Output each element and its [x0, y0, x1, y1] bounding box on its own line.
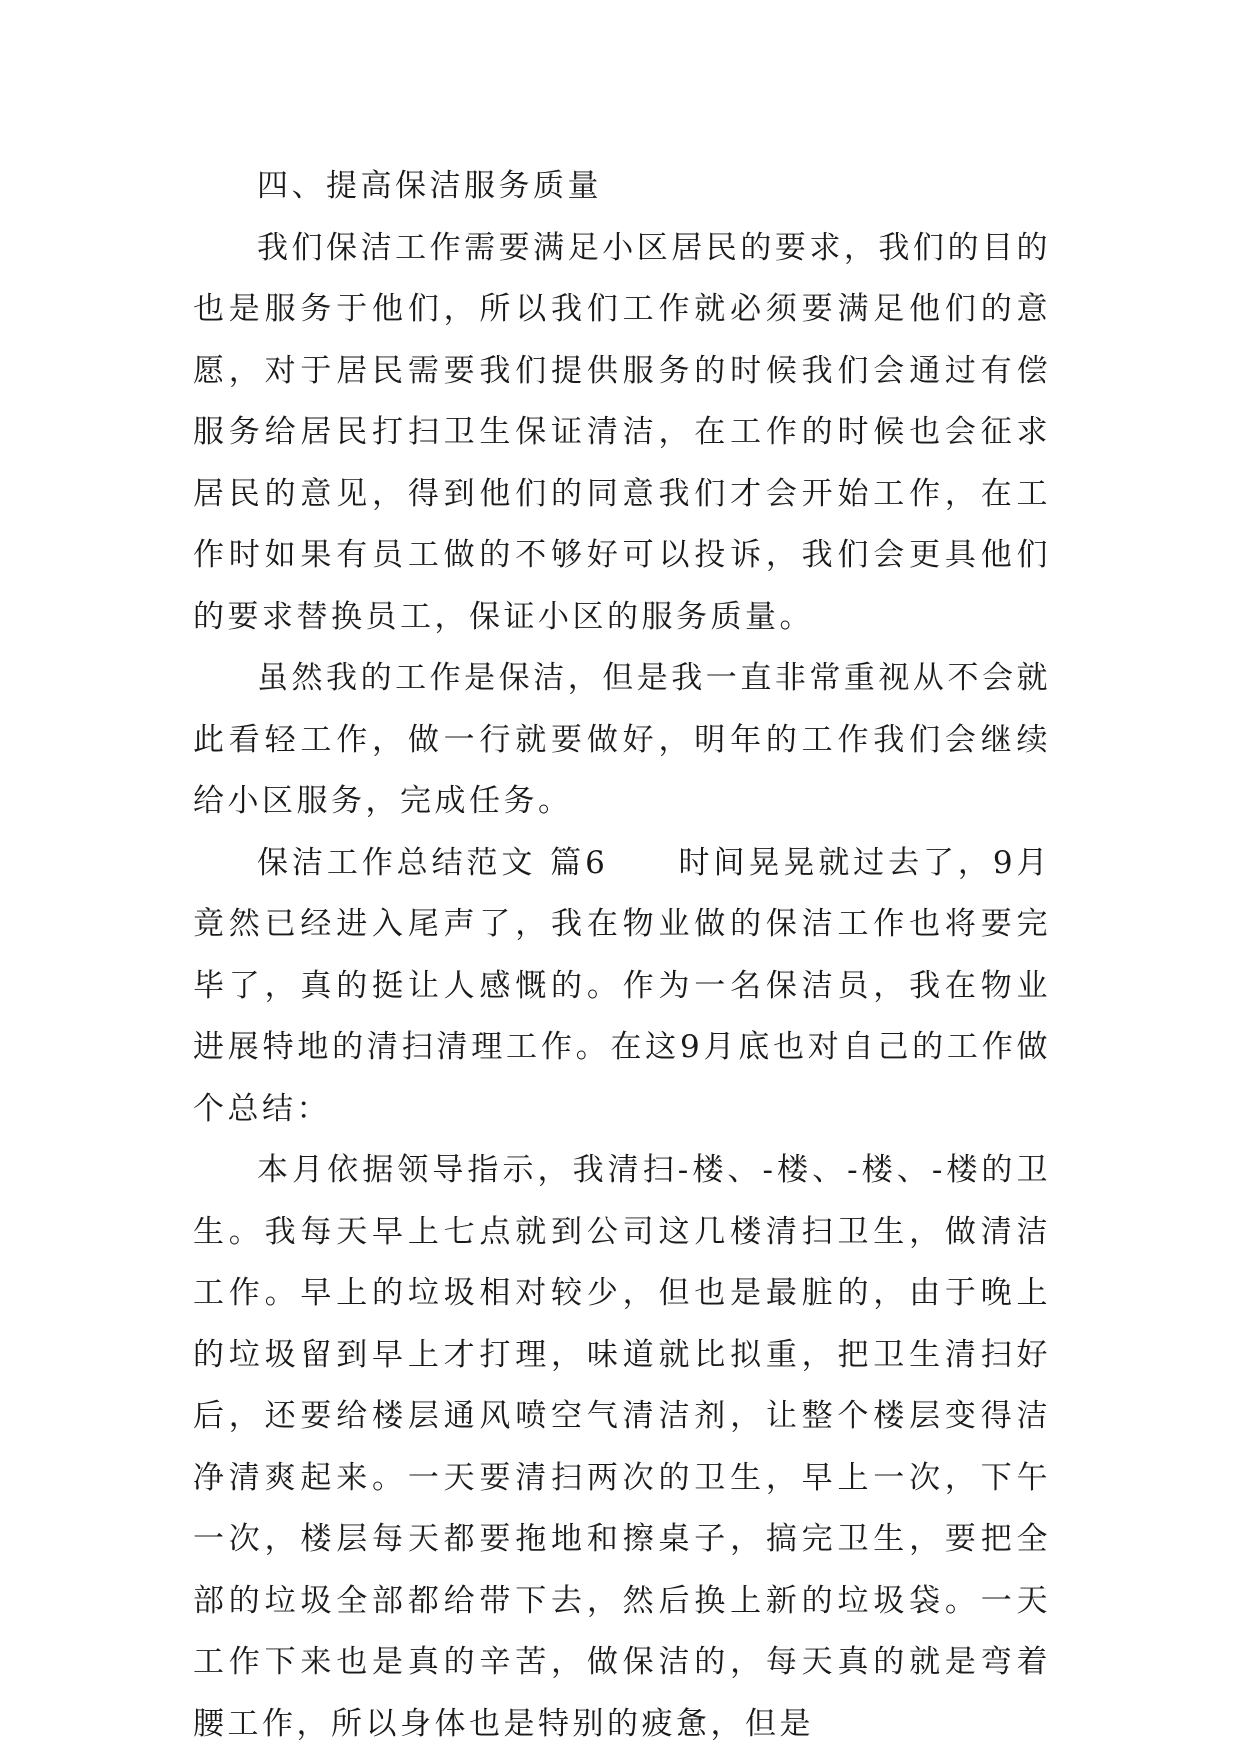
section-heading: 四、提高保洁服务质量	[257, 168, 602, 204]
paragraph-daily-work: 本月依据领导指示，我清扫-楼、-楼、-楼、-楼的卫生。我每天早上七点就到公司这几楼清扫卫生，做清洁工作。早上的垃圾相对较少，但也是最脏的，由于晚上的垃圾留到早上才打理，味道就比拟重，把卫生清扫好后，还要给楼层通风喷空气清洁剂，让整个楼层变得洁净清爽起来。一天要清扫两次的卫生，早上一次，下午一次，楼层每天都要拖地和擦桌子，搞完卫生，要把全部的垃圾全部都给带下去，然后换上新的垃圾袋。一天工作下来也是真的辛苦，做保洁的，每天真的就是弯着腰工作，所以身体也是特别的疲惫，但是	[193, 1152, 1051, 1742]
document-body	[193, 156, 1051, 1755]
paragraph-summary-intro: 保洁工作总结范文 篇6 时间晃晃就过去了，9月竟然已经进入尾声了，我在物业做的保洁工作也将要完毕了，真的挺让人感慨的。作为一名保洁员，我在物业进展特地的清扫清理工作。在这9月底也对自己的工作做个总结：	[193, 844, 1051, 1127]
paragraph-service-quality: 我们保洁工作需要满足小区居民的要求，我们的目的也是服务于他们，所以我们工作就必须要满足他们的意愿，对于居民需要我们提供服务的时候我们会通过有偿服务给居民打扫卫生保证清洁，在工作的时候也会征求居民的意见，得到他们的同意我们才会开始工作，在工作时如果有员工做的不够好可以投诉，我们会更具他们的要求替换员工，保证小区的服务质量。	[193, 229, 1051, 635]
paragraph-attitude: 虽然我的工作是保洁，但是我一直非常重视从不会就此看轻工作，做一行就要做好，明年的工作我们会继续给小区服务，完成任务。	[193, 660, 1051, 819]
